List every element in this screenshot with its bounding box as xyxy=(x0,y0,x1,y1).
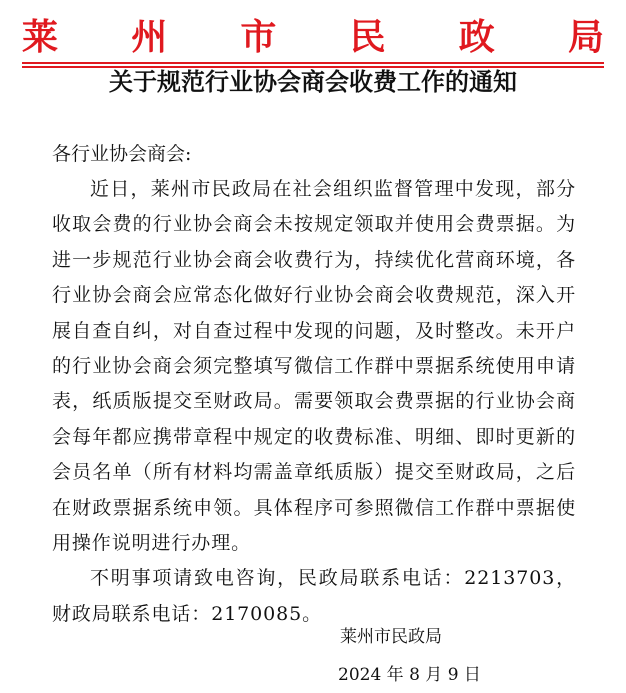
issue-date: 2024 年 8 月 9 日 xyxy=(338,665,481,685)
document-body xyxy=(52,136,576,632)
header-char: 民 xyxy=(349,16,386,58)
issuer-header xyxy=(22,14,604,60)
header-char: 州 xyxy=(131,16,168,58)
body-paragraph: 近日，莱州市民政局在社会组织监督管理中发现，部分收取会费的行业协会商会未按规定领取并使用会费票据。为进一步规范行业协会商会收费行为，持续优化营商环境，各行业协会商会应常态化做好行业协会商会收费规范，深入开展自查自纠，对自查过程中发现的问题，及时整改。未开户的行业协会商会须完整填写微信工作群中票据系统使用申请表，纸质版提交至财政局。需要领取会费票据的行业协会商会每年都应携带章程中规定的收费标准、明细、即时更新的会员名单（所有材料均需盖章纸质版）提交至财政局，之后在财政票据系统申领。具体程序可参照微信工作群中票据使用操作说明进行办理。 xyxy=(52,178,576,555)
header-char: 莱 xyxy=(22,16,59,58)
salutation: 各行业协会商会: xyxy=(52,143,192,165)
header-char: 局 xyxy=(567,16,604,58)
signature: 莱州市民政局 xyxy=(340,627,442,647)
body-paragraph: 不明事项请致电咨询，民政局联系电话：2213703，财政局联系电话：2170085。 xyxy=(52,567,576,625)
header-char: 政 xyxy=(458,16,495,58)
header-char: 市 xyxy=(240,16,277,58)
document-title: 关于规范行业协会商会收费工作的通知 xyxy=(109,67,517,96)
